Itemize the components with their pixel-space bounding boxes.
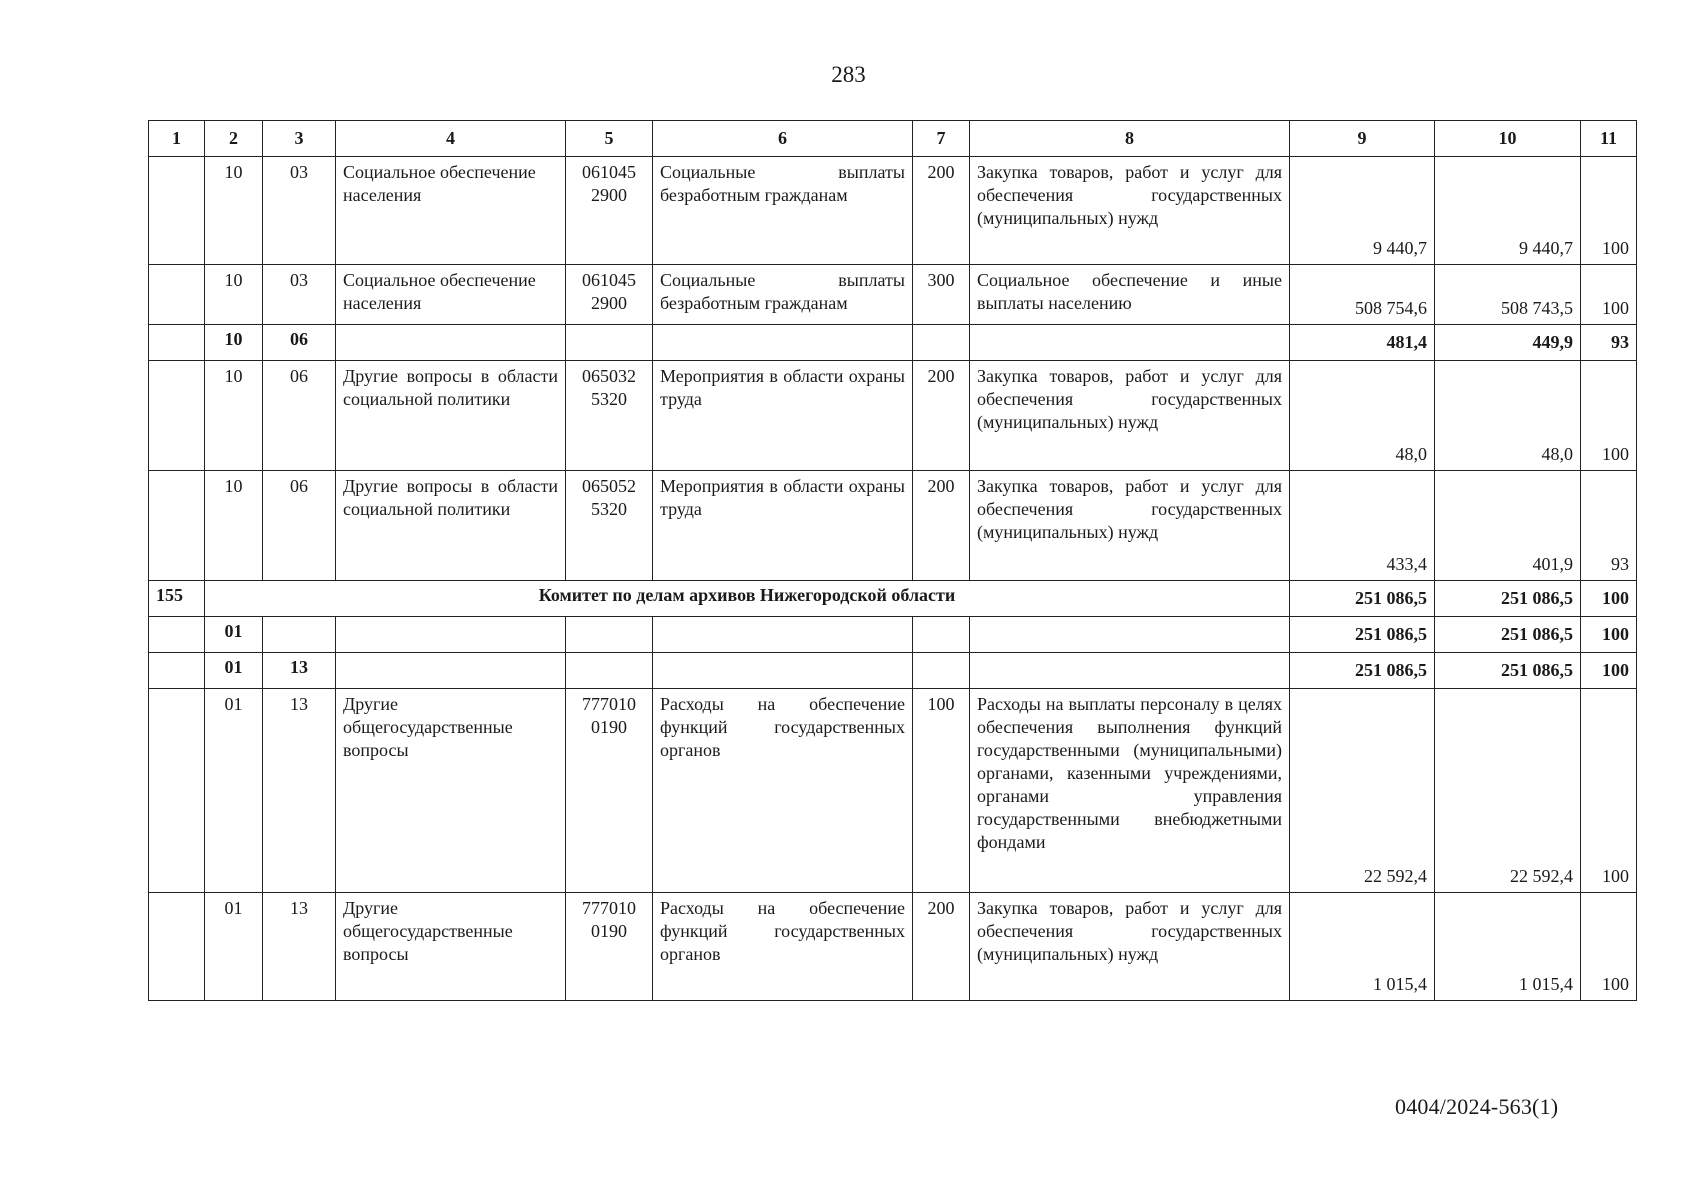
execution-percent: 100 <box>1581 361 1637 471</box>
section-code: 10 <box>205 157 263 265</box>
target-article-code <box>566 361 653 471</box>
actual-amount: 251 086,5 <box>1435 653 1581 689</box>
expense-type-name <box>970 325 1290 361</box>
actual-amount: 1 015,4 <box>1435 893 1581 1001</box>
target-article-name: Расходы на обеспечение функций государственных органов <box>653 689 913 893</box>
subsection-code: 13 <box>263 689 336 893</box>
execution-percent: 100 <box>1581 689 1637 893</box>
section-name: Социальное обеспечение населения <box>336 157 566 265</box>
subsection-code: 06 <box>263 325 336 361</box>
planned-amount: 22 592,4 <box>1290 689 1435 893</box>
expense-type-code: 200 <box>913 893 970 1001</box>
target-article-code <box>566 653 653 689</box>
planned-amount: 481,4 <box>1290 325 1435 361</box>
col-1-cell <box>149 689 205 893</box>
actual-amount: 508 743,5 <box>1435 265 1581 325</box>
expense-type-name: Расходы на выплаты персоналу в целях обеспечения выполнения функций государственными (муниципальными) органами, казенными учреждениями, органами управления государственными внебюджетными фондами <box>970 689 1290 893</box>
expense-type-code <box>913 617 970 653</box>
target-article-name: Расходы на обеспечение функций государственных органов <box>653 893 913 1001</box>
page-number: 283 <box>831 62 866 87</box>
actual-amount: 401,9 <box>1435 471 1581 581</box>
subsection-code: 03 <box>263 157 336 265</box>
section-code: 01 <box>205 689 263 893</box>
subsection-code: 03 <box>263 265 336 325</box>
col-1-cell <box>149 893 205 1001</box>
section-name: Другие общегосударственные вопросы <box>336 689 566 893</box>
expense-type-name: Закупка товаров, работ и услуг для обеспечения государственных (муниципальных) нужд <box>970 893 1290 1001</box>
header-cell: 8 <box>970 121 1290 157</box>
subsection-code: 06 <box>263 361 336 471</box>
header-row <box>149 121 1637 157</box>
planned-amount: 251 086,5 <box>1290 581 1435 617</box>
section-name <box>336 653 566 689</box>
target-article-code <box>566 893 653 1001</box>
table-row <box>149 265 1637 325</box>
execution-percent: 100 <box>1581 157 1637 265</box>
section-name: Другие вопросы в области социальной политики <box>336 471 566 581</box>
expense-type-name: Закупка товаров, работ и услуг для обеспечения государственных (муниципальных) нужд <box>970 471 1290 581</box>
section-code: 01 <box>205 617 263 653</box>
target-article-code <box>566 471 653 581</box>
table-row <box>149 689 1637 893</box>
document-code: 0404/2024-563(1) <box>1395 1094 1559 1119</box>
execution-percent: 93 <box>1581 325 1637 361</box>
execution-percent: 100 <box>1581 265 1637 325</box>
col-1-cell <box>149 653 205 689</box>
table-row <box>149 361 1637 471</box>
expense-type-code <box>913 653 970 689</box>
planned-amount: 251 086,5 <box>1290 653 1435 689</box>
target-article-code <box>566 617 653 653</box>
expense-type-name: Социальное обеспечение и иные выплаты населению <box>970 265 1290 325</box>
budget-table <box>148 120 1637 1001</box>
target-article-code <box>566 689 653 893</box>
actual-amount: 251 086,5 <box>1435 617 1581 653</box>
expense-type-code: 200 <box>913 471 970 581</box>
target-article-code <box>566 265 653 325</box>
expense-type-name <box>970 617 1290 653</box>
planned-amount: 251 086,5 <box>1290 617 1435 653</box>
planned-amount: 508 754,6 <box>1290 265 1435 325</box>
header-cell: 5 <box>566 121 653 157</box>
target-article-code <box>566 157 653 265</box>
section-code: 01 <box>205 893 263 1001</box>
col-1-cell <box>149 471 205 581</box>
expense-type-name: Закупка товаров, работ и услуг для обеспечения государственных (муниципальных) нужд <box>970 361 1290 471</box>
expense-type-code: 200 <box>913 361 970 471</box>
subsection-code: 13 <box>263 893 336 1001</box>
header-cell: 3 <box>263 121 336 157</box>
table-row <box>149 471 1637 581</box>
header-cell: 4 <box>336 121 566 157</box>
planned-amount: 9 440,7 <box>1290 157 1435 265</box>
target-article-code-part1: 061045 <box>582 270 636 290</box>
expense-type-code: 100 <box>913 689 970 893</box>
col-1-cell <box>149 265 205 325</box>
col-1-cell <box>149 361 205 471</box>
section-code: 10 <box>205 361 263 471</box>
target-article-name <box>653 617 913 653</box>
actual-amount: 9 440,7 <box>1435 157 1581 265</box>
target-article-code-part2: 2900 <box>591 293 627 313</box>
section-name: Другие общегосударственные вопросы <box>336 893 566 1001</box>
organization-title: Комитет по делам архивов Нижегородской области <box>205 581 1290 617</box>
expense-type-name: Закупка товаров, работ и услуг для обеспечения государственных (муниципальных) нужд <box>970 157 1290 265</box>
planned-amount: 48,0 <box>1290 361 1435 471</box>
section-code: 10 <box>205 325 263 361</box>
target-article-code-part1: 777010 <box>582 694 636 714</box>
planned-amount: 433,4 <box>1290 471 1435 581</box>
subtotal-row <box>149 653 1637 689</box>
target-article-code-part2: 5320 <box>591 499 627 519</box>
actual-amount: 251 086,5 <box>1435 581 1581 617</box>
actual-amount: 48,0 <box>1435 361 1581 471</box>
subtotal-row <box>149 325 1637 361</box>
expense-type-code: 300 <box>913 265 970 325</box>
organization-code: 155 <box>149 581 205 617</box>
section-name <box>336 617 566 653</box>
target-article-code-part1: 065032 <box>582 366 636 386</box>
section-code: 01 <box>205 653 263 689</box>
col-1-cell <box>149 157 205 265</box>
expense-type-code: 200 <box>913 157 970 265</box>
expense-type-code <box>913 325 970 361</box>
actual-amount: 449,9 <box>1435 325 1581 361</box>
execution-percent: 100 <box>1581 893 1637 1001</box>
section-code: 10 <box>205 265 263 325</box>
target-article-name: Мероприятия в области охраны труда <box>653 361 913 471</box>
header-cell: 11 <box>1581 121 1637 157</box>
target-article-code-part1: 065052 <box>582 476 636 496</box>
target-article-name: Мероприятия в области охраны труда <box>653 471 913 581</box>
subsection-code: 06 <box>263 471 336 581</box>
col-1-cell <box>149 325 205 361</box>
header-cell: 2 <box>205 121 263 157</box>
target-article-code-part2: 0190 <box>591 717 627 737</box>
execution-percent: 100 <box>1581 617 1637 653</box>
header-cell: 7 <box>913 121 970 157</box>
target-article-code <box>566 325 653 361</box>
target-article-name <box>653 325 913 361</box>
actual-amount: 22 592,4 <box>1435 689 1581 893</box>
target-article-name <box>653 653 913 689</box>
table-row <box>149 157 1637 265</box>
section-name <box>336 325 566 361</box>
organization-row <box>149 581 1637 617</box>
header-cell: 1 <box>149 121 205 157</box>
target-article-code-part1: 777010 <box>582 898 636 918</box>
header-cell: 6 <box>653 121 913 157</box>
subsection-code: 13 <box>263 653 336 689</box>
planned-amount: 1 015,4 <box>1290 893 1435 1001</box>
header-cell: 9 <box>1290 121 1435 157</box>
subsection-code <box>263 617 336 653</box>
section-code: 10 <box>205 471 263 581</box>
target-article-code-part1: 061045 <box>582 162 636 182</box>
subtotal-row <box>149 617 1637 653</box>
table-row <box>149 893 1637 1001</box>
target-article-name: Социальные выплаты безработным гражданам <box>653 157 913 265</box>
expense-type-name <box>970 653 1290 689</box>
execution-percent: 100 <box>1581 581 1637 617</box>
target-article-name: Социальные выплаты безработным гражданам <box>653 265 913 325</box>
target-article-code-part2: 5320 <box>591 389 627 409</box>
target-article-code-part2: 0190 <box>591 921 627 941</box>
col-1-cell <box>149 617 205 653</box>
section-name: Другие вопросы в области социальной политики <box>336 361 566 471</box>
execution-percent: 100 <box>1581 653 1637 689</box>
header-cell: 10 <box>1435 121 1581 157</box>
section-name: Социальное обеспечение населения <box>336 265 566 325</box>
target-article-code-part2: 2900 <box>591 185 627 205</box>
execution-percent: 93 <box>1581 471 1637 581</box>
